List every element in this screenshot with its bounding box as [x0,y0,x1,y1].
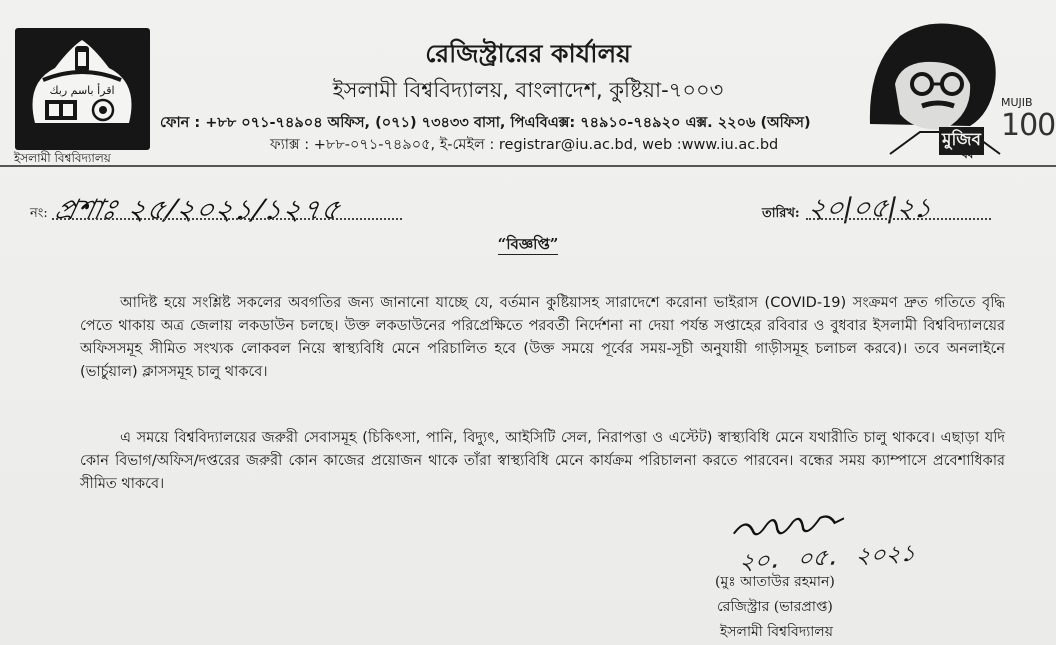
mujib-number: 100 [1001,108,1056,143]
notice-paragraph-1: আদিষ্ট হয়ে সংশ্লিষ্ট সকলের অবগতির জন্য জানানো যাচ্ছে যে, বর্তমান কুষ্টিয়াসহ সারাদেশে করোনা ভাইরাস (COVID-19) সংক্রমণ দ্রুত গতিতে বৃদ্ধি পেতে থাকায় অত্র জেলায় লকডাউন চলছে। উক্ত লকডাউনের পরিপ্রেক্ষিতে পরবর্তী নির্দেশনা না দেয়া পর্যন্ত সপ্তাহের রবিবার ও বুধবার ইসলামী বিশ্ববিদ্যালয়ের অফিসসমূহ সীমিত সংখ্যক লোকবল নিয়ে স্বাস্থ্যবিধি মেনে পরিচালিত হবে (উক্ত সময়ে পূর্বের সময়-সূচী অনুযায়ী গাড়ীসমূহ চলাচল করবে)। তবে অনলাইনে (ভার্চুয়াল) ক্লাসসমূহ চালু থাকবে। [80,295,1005,380]
borsho-text: বর্ষ [962,150,974,161]
signature-date: ২০. ০৫. ২০২১ [737,540,918,576]
university-address: ইসলামী বিশ্ববিদ্যালয়, বাংলাদেশ, কুষ্টিয়া-৭০০৩ [332,78,724,102]
date-label: তারিখ: [762,206,800,221]
office-title: রেজিস্ট্রারের কার্যালয় [425,39,631,68]
mujib-bn-text: মুজিব [939,127,984,155]
memo-number: প্রশাঃ ২৫/২০২১/১২৭৫ [51,193,345,226]
logo-caption: ইসলামী বিশ্ববিদ্যালয় [14,151,111,165]
phone-line: ফোন : +৮৮ ০৭১-৭৪৯০৪ অফিস, (০৭১) ৭৩৪৩৩ বাসা, পিএবিএক্স: ৭৪৯১০-৭৪৯২০ এক্স. ২২০৬ (অফিস) [160,115,811,131]
signatory-name: (মুঃ আতাউর রহমান) [715,574,835,590]
memo-prefix: নং: [30,206,48,221]
notice-paragraph-2: এ সময়ে বিশ্ববিদ্যালয়ের জরুরী সেবাসমূহ (চিকিৎসা, পানি, বিদ্যুৎ, আইসিটি সেল, নিরাপত্তা ও এস্টেট) স্বাস্থ্যবিধি মেনে যথারীতি চালু থাকবে। এছাড়া যদি কোন বিভাগ/অফিস/দপ্তরের জরুরী কোন কাজের প্রয়োজন থাকে তাঁরা স্বাস্থ্যবিধি মেনে কার্যক্রম পরিচালনা করতে পারবেন। বন্ধের সময় ক্যাম্পাসে প্রবেশাধিকার সীমিত থাকবে। [80,430,1005,492]
fax-email-web-line: ফ্যাক্স : +৮৮-০৭১-৭৪৯০৫, ই-মেইল : registrar@iu.ac.bd, web :www.iu.ac.bd [270,137,779,153]
mujib-label: MUJIB [1001,96,1033,109]
svg-text:اقرأ باسم ربك: اقرأ باسم ربك [49,84,115,97]
signatory-university: ইসলামী বিশ্ববিদ্যালয় [720,624,833,640]
handwritten-date: ২০|০৫|২১ [805,193,936,224]
memo-dotted-line [52,218,402,220]
notice-title [0,233,1056,258]
signatory-title: রেজিস্ট্রার (ভারপ্রাপ্ত) [717,599,833,615]
header-divider [0,165,1056,167]
notice-title-text: “বিজ্ঞপ্তি” [497,235,559,253]
date-dotted-line [806,218,991,220]
